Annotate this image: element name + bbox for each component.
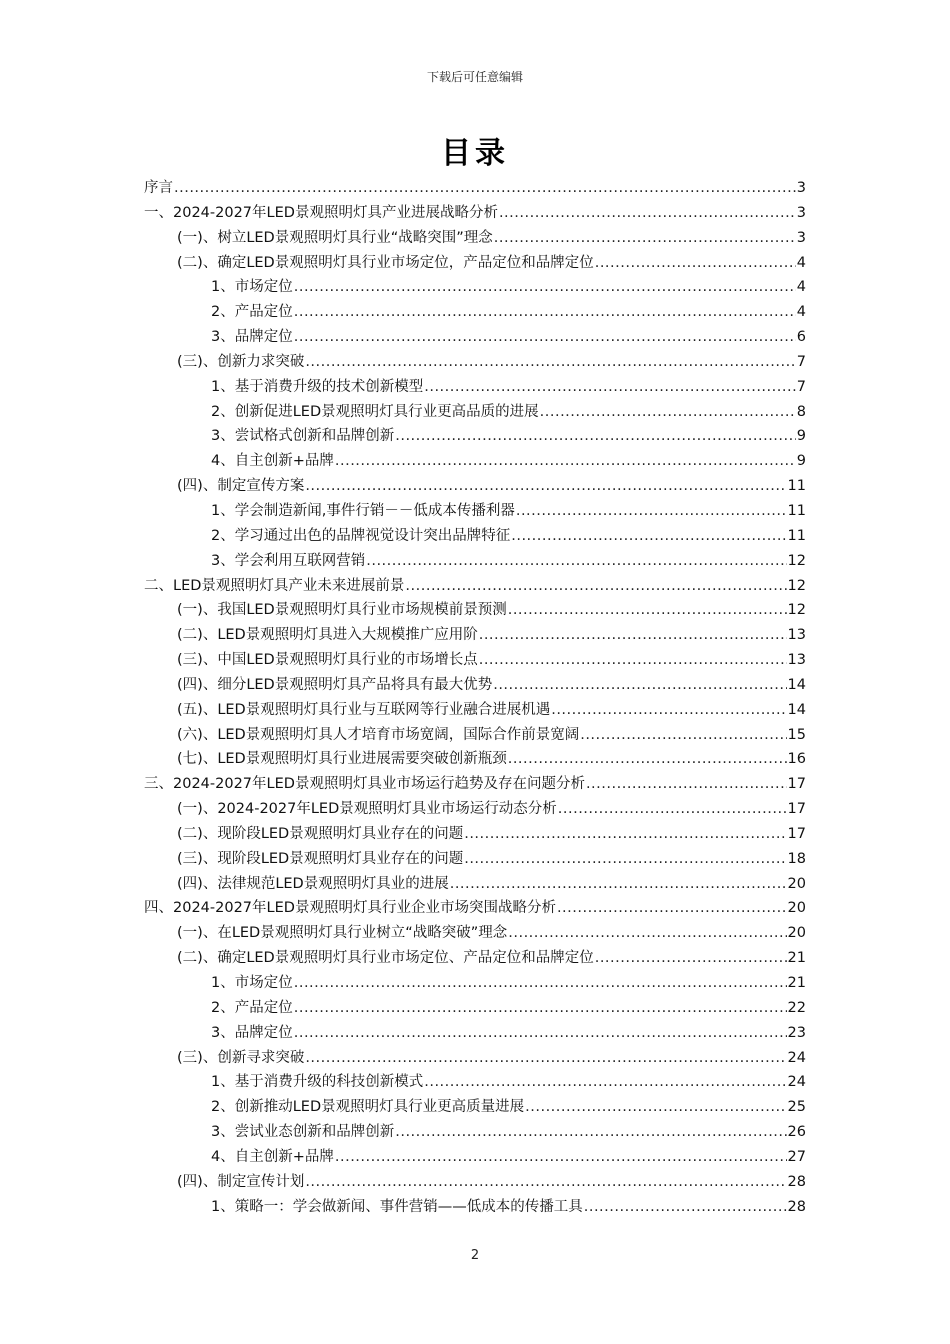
toc-entry-title: (一)、2024-2027年LED景观照明灯具业市场运行动态分析 bbox=[177, 801, 557, 818]
toc-entry-page: 7 bbox=[796, 378, 806, 395]
toc-dot-leader bbox=[424, 1070, 786, 1095]
toc-entry-page: 11 bbox=[787, 478, 806, 495]
toc-entry-title: 2、产品定位 bbox=[211, 304, 293, 321]
toc-dot-leader bbox=[525, 1095, 786, 1120]
toc-entry-page: 3 bbox=[796, 204, 806, 221]
toc-entry[interactable] bbox=[144, 226, 806, 251]
toc-dot-leader bbox=[464, 847, 786, 872]
toc-dot-leader bbox=[499, 201, 796, 226]
toc-entry-page: 4 bbox=[796, 254, 806, 271]
toc-dot-leader bbox=[305, 1046, 786, 1071]
toc-entry-title: 1、市场定位 bbox=[211, 279, 293, 296]
toc-dot-leader bbox=[450, 872, 787, 897]
toc-entry-page: 13 bbox=[787, 627, 806, 644]
toc-dot-leader bbox=[494, 226, 796, 251]
toc-entry-page: 18 bbox=[787, 850, 806, 867]
toc-entry-title: 序言 bbox=[144, 180, 173, 196]
toc-entry-title: (一)、我国LED景观照明灯具行业市场规模前景预测 bbox=[177, 602, 507, 619]
toc-dot-leader bbox=[493, 673, 786, 698]
toc-entry[interactable] bbox=[144, 996, 806, 1021]
toc-dot-leader bbox=[511, 524, 786, 549]
toc-entry-page: 4 bbox=[796, 279, 806, 296]
toc-dot-leader bbox=[294, 971, 787, 996]
toc-dot-leader bbox=[174, 176, 796, 201]
toc-entry[interactable] bbox=[144, 325, 806, 350]
toc-entry[interactable] bbox=[144, 424, 806, 449]
toc-entry[interactable] bbox=[144, 747, 806, 772]
toc-entry[interactable] bbox=[144, 822, 806, 847]
toc-entry-page: 17 bbox=[787, 801, 806, 818]
toc-entry-title: 二、LED景观照明灯具产业未来进展前景 bbox=[144, 577, 405, 594]
toc-dot-leader bbox=[540, 400, 796, 425]
toc-entry[interactable] bbox=[144, 1145, 806, 1170]
toc-entry-page: 3 bbox=[796, 229, 806, 246]
toc-entry-title: 一、2024-2027年LED景观照明灯具产业进展战略分析 bbox=[144, 204, 498, 221]
toc-dot-leader bbox=[479, 648, 787, 673]
toc-entry-page: 21 bbox=[787, 975, 806, 991]
toc-dot-leader bbox=[294, 996, 787, 1021]
toc-entry-title: (三)、现阶段LED景观照明灯具业存在的问题 bbox=[177, 850, 464, 867]
page-title: 目录 bbox=[441, 136, 509, 171]
toc-dot-leader bbox=[305, 350, 795, 375]
toc-entry-page: 17 bbox=[787, 776, 806, 793]
toc-entry-page: 4 bbox=[796, 304, 806, 321]
toc-entry-title: 2、产品定位 bbox=[211, 999, 293, 1016]
toc-entry[interactable] bbox=[144, 1120, 806, 1145]
header-note: 下载后可任意编辑 bbox=[426, 70, 523, 84]
toc-entry-title: (四)、细分LED景观照明灯具产品将具有最大优势 bbox=[177, 676, 493, 693]
toc-dot-leader bbox=[557, 896, 787, 921]
toc-dot-leader bbox=[595, 251, 796, 276]
toc-entry[interactable] bbox=[144, 1170, 806, 1195]
toc-dot-leader bbox=[305, 1170, 786, 1195]
toc-entry[interactable] bbox=[144, 698, 806, 723]
toc-entry[interactable] bbox=[144, 623, 806, 648]
toc-entry[interactable] bbox=[144, 524, 806, 549]
toc-entry-title: (六)、LED景观照明灯具人才培育市场宽阔，国际合作前景宽阔 bbox=[177, 726, 580, 743]
toc-entry-page: 24 bbox=[787, 1074, 806, 1091]
toc-dot-leader bbox=[551, 698, 786, 723]
toc-entry-page: 7 bbox=[796, 353, 806, 370]
toc-entry-title: (三)、创新力求突破 bbox=[177, 353, 305, 370]
toc-dot-leader bbox=[558, 797, 787, 822]
toc-entry[interactable] bbox=[144, 598, 806, 623]
toc-entry-page: 21 bbox=[787, 950, 806, 967]
toc-dot-leader bbox=[294, 275, 796, 300]
toc-entry-page: 20 bbox=[787, 900, 806, 917]
toc-entry[interactable] bbox=[144, 872, 806, 897]
toc-entry-title: 2、创新推动LED景观照明灯具行业更高质量进展 bbox=[211, 1099, 525, 1116]
toc-entry-title: 4、自主创新+品牌 bbox=[211, 1148, 334, 1165]
toc-entry-page: 11 bbox=[787, 502, 806, 519]
toc-dot-leader bbox=[405, 574, 786, 599]
toc-entry-title: 三、2024-2027年LED景观照明灯具业市场运行趋势及存在问题分析 bbox=[144, 776, 585, 793]
toc-entry-page: 22 bbox=[787, 999, 806, 1016]
toc-entry-title: (七)、LED景观照明灯具行业进展需要突破创新瓶颈 bbox=[177, 751, 507, 768]
toc-dot-leader bbox=[294, 300, 796, 325]
toc-entry[interactable] bbox=[144, 971, 806, 996]
toc-entry[interactable] bbox=[144, 251, 806, 276]
toc-entry-page: 23 bbox=[787, 1024, 806, 1041]
toc-entry-page: 20 bbox=[787, 875, 806, 892]
toc-entry-page: 8 bbox=[796, 403, 806, 420]
toc-entry-page: 12 bbox=[787, 552, 806, 569]
toc-entry-title: (四)、制定宣传方案 bbox=[177, 478, 305, 495]
toc-entry-page: 20 bbox=[787, 925, 806, 942]
toc-entry-page: 14 bbox=[787, 676, 806, 693]
toc-entry-page: 25 bbox=[787, 1099, 806, 1116]
toc-dot-leader bbox=[366, 549, 786, 574]
toc-entry-title: 3、尝试业态创新和品牌创新 bbox=[211, 1124, 395, 1141]
toc-dot-leader bbox=[584, 1195, 787, 1220]
toc-entry-title: (二)、确定LED景观照明灯具行业市场定位、产品定位和品牌定位 bbox=[177, 950, 594, 967]
toc-entry-page: 17 bbox=[787, 825, 806, 842]
toc-entry[interactable] bbox=[144, 723, 806, 748]
toc-entry[interactable] bbox=[144, 896, 806, 921]
toc-entry-title: (四)、法律规范LED景观照明灯具业的进展 bbox=[177, 875, 449, 892]
toc-entry[interactable] bbox=[144, 1095, 806, 1120]
toc-entry[interactable] bbox=[144, 375, 806, 400]
toc-entry[interactable] bbox=[144, 474, 806, 499]
toc-entry[interactable] bbox=[144, 1195, 806, 1220]
toc-entry-page: 9 bbox=[796, 453, 806, 470]
page-number: 2 bbox=[470, 1248, 480, 1263]
toc-entry-title: 2、学习通过出色的品牌视觉设计突出品牌特征 bbox=[211, 527, 511, 544]
toc-entry[interactable] bbox=[144, 772, 806, 797]
toc-entry-page: 24 bbox=[787, 1049, 806, 1066]
toc-entry-page: 16 bbox=[787, 751, 806, 768]
toc-entry[interactable] bbox=[144, 176, 806, 201]
toc-entry-title: 3、品牌定位 bbox=[211, 329, 293, 346]
toc-entry-page: 12 bbox=[787, 577, 806, 594]
toc-dot-leader bbox=[508, 598, 787, 623]
toc-entry[interactable] bbox=[144, 648, 806, 673]
toc-entry[interactable] bbox=[144, 300, 806, 325]
toc-entry-page: 14 bbox=[787, 701, 806, 718]
toc-entry[interactable] bbox=[144, 449, 806, 474]
toc-entry-page: 6 bbox=[796, 329, 806, 346]
toc-dot-leader bbox=[508, 747, 787, 772]
toc-dot-leader bbox=[479, 623, 787, 648]
toc-entry-page: 26 bbox=[787, 1124, 806, 1141]
toc-entry-title: 4、自主创新+品牌 bbox=[211, 453, 334, 470]
toc-entry-title: (四)、制定宣传计划 bbox=[177, 1173, 305, 1190]
toc-entry-page: 15 bbox=[787, 726, 806, 743]
toc-entry-title: (三)、中国LED景观照明灯具行业的市场增长点 bbox=[177, 652, 478, 669]
toc-entry[interactable] bbox=[144, 847, 806, 872]
toc-entry[interactable] bbox=[144, 275, 806, 300]
toc-entry[interactable] bbox=[144, 797, 806, 822]
toc-dot-leader bbox=[335, 449, 796, 474]
table-of-contents bbox=[144, 176, 806, 1219]
toc-dot-leader bbox=[424, 375, 796, 400]
toc-entry-title: (三)、创新寻求突破 bbox=[177, 1049, 305, 1066]
toc-entry-title: 2、创新促进LED景观照明灯具行业更高品质的进展 bbox=[211, 403, 539, 420]
toc-dot-leader bbox=[294, 1021, 787, 1046]
toc-entry-title: 1、学会制造新闻,事件行销－－低成本传播利器 bbox=[211, 502, 515, 519]
toc-dot-leader bbox=[516, 499, 787, 524]
toc-dot-leader bbox=[580, 723, 786, 748]
toc-dot-leader bbox=[464, 822, 786, 847]
toc-entry[interactable] bbox=[144, 921, 806, 946]
toc-entry-title: (一)、在LED景观照明灯具行业树立“战略突破”理念 bbox=[177, 925, 508, 942]
toc-entry[interactable] bbox=[144, 1046, 806, 1071]
toc-entry-page: 28 bbox=[787, 1198, 806, 1215]
toc-entry-page: 28 bbox=[787, 1173, 806, 1190]
toc-entry-title: 1、基于消费升级的技术创新模型 bbox=[211, 378, 424, 395]
toc-dot-leader bbox=[395, 424, 796, 449]
toc-entry-title: (二)、LED景观照明灯具进入大规模推广应用阶 bbox=[177, 627, 478, 644]
toc-entry[interactable] bbox=[144, 946, 806, 971]
toc-dot-leader bbox=[595, 946, 787, 971]
toc-entry-page: 13 bbox=[787, 652, 806, 669]
toc-entry-title: 3、尝试格式创新和品牌创新 bbox=[211, 428, 395, 445]
toc-dot-leader bbox=[294, 325, 796, 350]
toc-entry-title: (二)、现阶段LED景观照明灯具业存在的问题 bbox=[177, 825, 464, 842]
toc-entry[interactable] bbox=[144, 201, 806, 226]
toc-entry[interactable] bbox=[144, 549, 806, 574]
toc-dot-leader bbox=[395, 1120, 786, 1145]
toc-entry-page: 27 bbox=[787, 1148, 806, 1165]
toc-entry-title: 3、品牌定位 bbox=[211, 1024, 293, 1041]
toc-entry[interactable] bbox=[144, 499, 806, 524]
toc-entry-page: 12 bbox=[787, 602, 806, 619]
toc-dot-leader bbox=[335, 1145, 787, 1170]
toc-entry-title: 1、市场定位 bbox=[211, 975, 293, 991]
toc-entry[interactable] bbox=[144, 1021, 806, 1046]
toc-dot-leader bbox=[508, 921, 786, 946]
toc-entry[interactable] bbox=[144, 350, 806, 375]
toc-entry-title: 1、策略一：学会做新闻、事件营销——低成本的传播工具 bbox=[211, 1198, 583, 1215]
toc-entry-page: 9 bbox=[796, 428, 806, 445]
toc-entry-page: 3 bbox=[796, 180, 806, 196]
toc-entry[interactable] bbox=[144, 574, 806, 599]
toc-dot-leader bbox=[586, 772, 787, 797]
toc-entry[interactable] bbox=[144, 1070, 806, 1095]
toc-entry-title: (五)、LED景观照明灯具行业与互联网等行业融合进展机遇 bbox=[177, 701, 551, 718]
toc-entry-title: 3、学会利用互联网营销 bbox=[211, 552, 366, 569]
toc-entry-page: 11 bbox=[787, 527, 806, 544]
toc-entry[interactable] bbox=[144, 673, 806, 698]
toc-entry-title: (一)、树立LED景观照明灯具行业“战略突围”理念 bbox=[177, 229, 493, 246]
toc-entry[interactable] bbox=[144, 400, 806, 425]
toc-entry-title: 1、基于消费升级的科技创新模式 bbox=[211, 1074, 424, 1091]
toc-dot-leader bbox=[305, 474, 786, 499]
toc-entry-title: (二)、确定LED景观照明灯具行业市场定位，产品定位和品牌定位 bbox=[177, 254, 594, 271]
toc-entry-title: 四、2024-2027年LED景观照明灯具行业企业市场突围战略分析 bbox=[144, 900, 556, 917]
